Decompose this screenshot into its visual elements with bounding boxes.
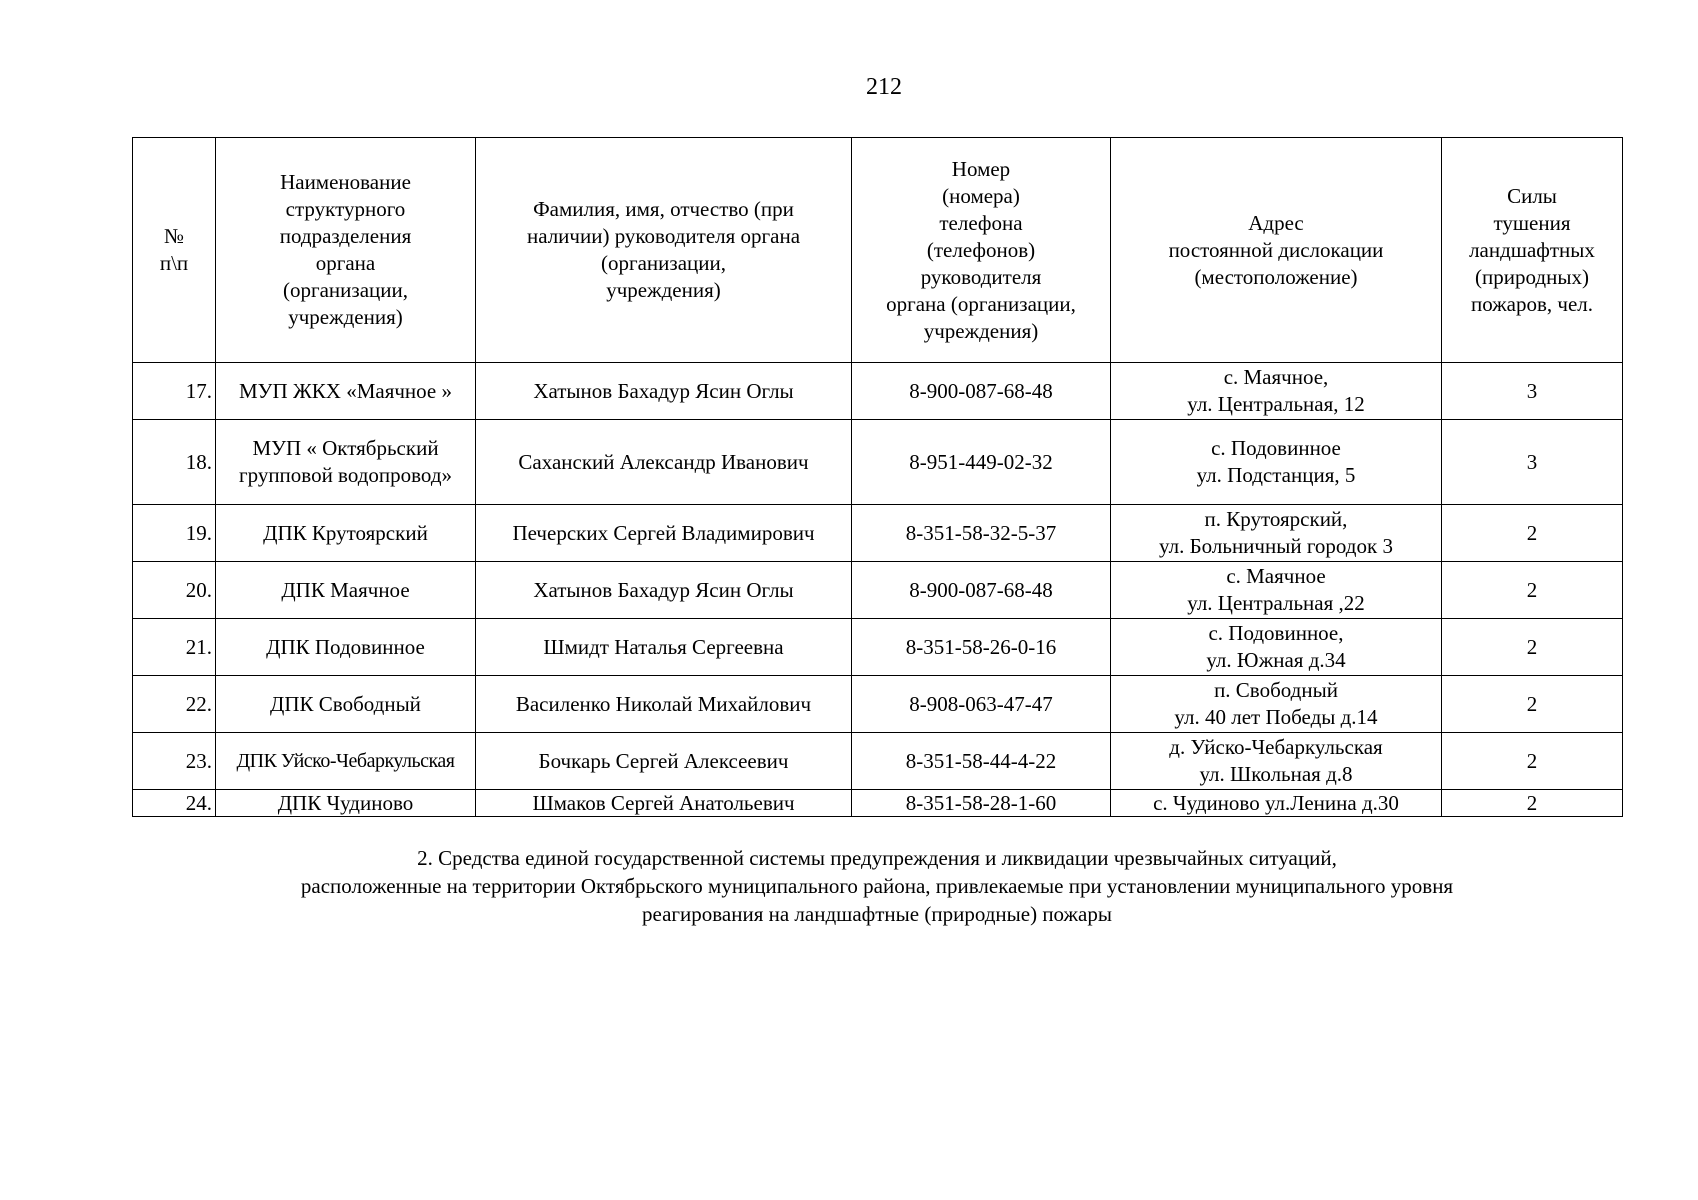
- header-number: № п\п: [133, 138, 216, 363]
- row-head-name: Шмидт Наталья Сергеевна: [476, 619, 852, 676]
- header-forces: Силы тушения ландшафтных (природных) пожаров, чел.: [1442, 138, 1623, 363]
- row-head-name: Хатынов Бахадур Ясин Оглы: [476, 562, 852, 619]
- table-row: [133, 363, 1623, 420]
- row-head-name: Шмаков Сергей Анатольевич: [476, 790, 852, 817]
- row-phone: 8-351-58-32-5-37: [852, 505, 1111, 562]
- row-address: п. Крутоярский, ул. Больничный городок 3: [1111, 505, 1442, 562]
- row-phone: 8-951-449-02-32: [852, 420, 1111, 505]
- table-row: [133, 619, 1623, 676]
- row-unit-name: ДПК Свободный: [216, 676, 476, 733]
- row-number: 18.: [133, 420, 216, 505]
- header-phone: Номер (номера) телефона (телефонов) руководителя органа (организации, учреждения): [852, 138, 1111, 363]
- table-row: [133, 676, 1623, 733]
- header-unit-name: Наименование структурного подразделения органа (организации, учреждения): [216, 138, 476, 363]
- row-phone: 8-908-063-47-47: [852, 676, 1111, 733]
- table-header-row: [133, 138, 1623, 363]
- section-caption: [132, 844, 1622, 928]
- row-unit-name: ДПК Уйско-Чебаркульская: [216, 733, 476, 790]
- row-forces: 2: [1442, 619, 1623, 676]
- caption-line: 2. Средства единой государственной системы предупреждения и ликвидации чрезвычайных ситуаций,: [417, 846, 1337, 870]
- row-head-name: Хатынов Бахадур Ясин Оглы: [476, 363, 852, 420]
- caption-line: расположенные на территории Октябрьского муниципального района, привлекаемые при установлении муниципального уровня: [300, 874, 1454, 898]
- row-unit-name: ДПК Крутоярский: [216, 505, 476, 562]
- table-row: [133, 733, 1623, 790]
- row-number: 24.: [133, 790, 216, 817]
- row-phone: 8-351-58-28-1-60: [852, 790, 1111, 817]
- row-forces: 2: [1442, 733, 1623, 790]
- row-head-name: Саханский Александр Иванович: [476, 420, 852, 505]
- row-head-name: Бочкарь Сергей Алексеевич: [476, 733, 852, 790]
- page-number: 212: [866, 74, 902, 100]
- row-phone: 8-900-087-68-48: [852, 562, 1111, 619]
- table-row: [133, 562, 1623, 619]
- row-unit-name: ДПК Маячное: [216, 562, 476, 619]
- row-unit-name: МУП ЖКХ «Маячное »: [216, 363, 476, 420]
- row-forces: 2: [1442, 562, 1623, 619]
- row-forces: 2: [1442, 505, 1623, 562]
- row-unit-name: МУП « Октябрьский групповой водопровод»: [216, 420, 476, 505]
- row-address: с. Подовинное, ул. Южная д.34: [1111, 619, 1442, 676]
- row-unit-name: ДПК Чудиново: [216, 790, 476, 817]
- row-number: 17.: [133, 363, 216, 420]
- row-unit-name: ДПК Подовинное: [216, 619, 476, 676]
- row-address: с. Чудиново ул.Ленина д.30: [1111, 790, 1442, 817]
- header-head-name: Фамилия, имя, отчество (при наличии) руководителя органа (организации, учреждения): [476, 138, 852, 363]
- row-number: 23.: [133, 733, 216, 790]
- row-forces: 3: [1442, 363, 1623, 420]
- row-phone: 8-900-087-68-48: [852, 363, 1111, 420]
- row-forces: 3: [1442, 420, 1623, 505]
- units-table: [132, 137, 1623, 817]
- row-number: 19.: [133, 505, 216, 562]
- row-number: 20.: [133, 562, 216, 619]
- row-head-name: Печерских Сергей Владимирович: [476, 505, 852, 562]
- caption-line: реагирования на ландшафтные (природные) пожары: [642, 902, 1112, 926]
- row-address: с. Маячное, ул. Центральная, 12: [1111, 363, 1442, 420]
- row-address: с. Маячное ул. Центральная ,22: [1111, 562, 1442, 619]
- row-head-name: Василенко Николай Михайлович: [476, 676, 852, 733]
- row-number: 21.: [133, 619, 216, 676]
- table-row: [133, 790, 1623, 817]
- row-forces: 2: [1442, 790, 1623, 817]
- row-number: 22.: [133, 676, 216, 733]
- row-address: д. Уйско-Чебаркульская ул. Школьная д.8: [1111, 733, 1442, 790]
- row-forces: 2: [1442, 676, 1623, 733]
- row-address: п. Свободный ул. 40 лет Победы д.14: [1111, 676, 1442, 733]
- row-phone: 8-351-58-44-4-22: [852, 733, 1111, 790]
- row-address: с. Подовинное ул. Подстанция, 5: [1111, 420, 1442, 505]
- header-address: Адрес постоянной дислокации (местоположение): [1111, 138, 1442, 363]
- table-row: [133, 505, 1623, 562]
- table-row: [133, 420, 1623, 505]
- row-phone: 8-351-58-26-0-16: [852, 619, 1111, 676]
